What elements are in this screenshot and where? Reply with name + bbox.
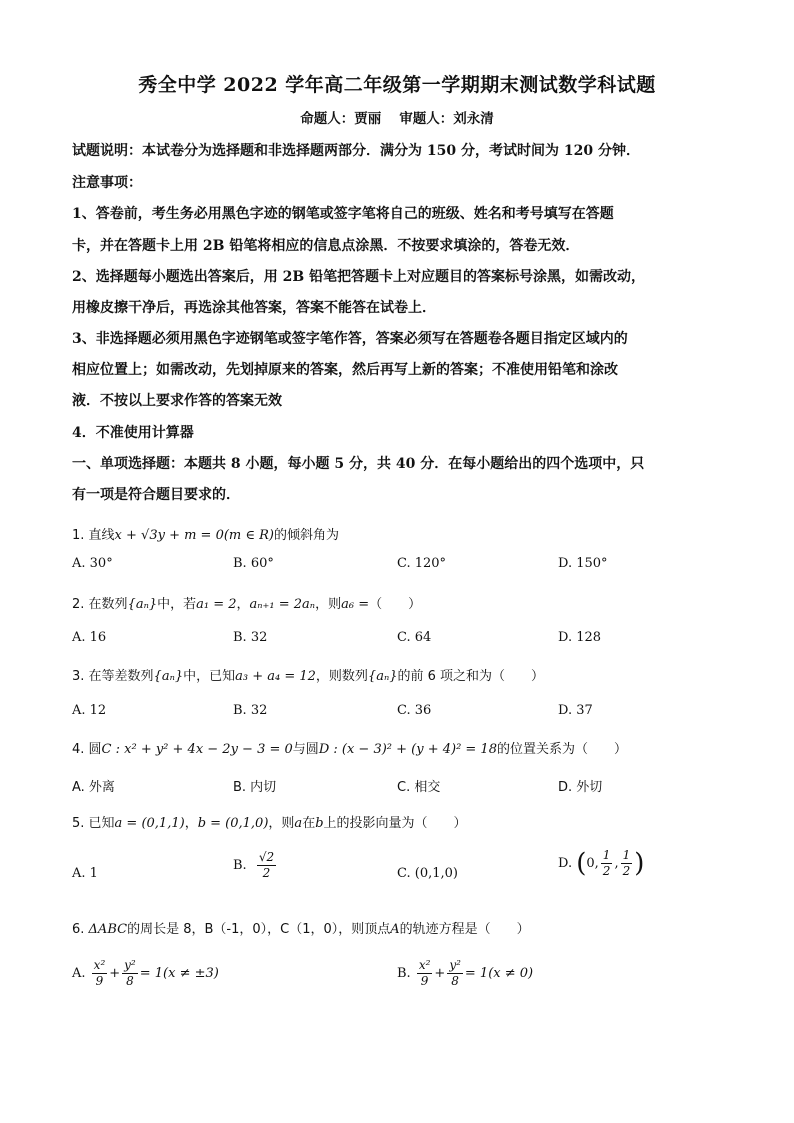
q4-option-d: D. 外切	[558, 780, 603, 795]
section-1-heading-line-1: 一、单项选择题：本题共 8 小题，每小题 5 分，共 40 分．在每小题给出的四个选项中，只	[72, 456, 645, 472]
notice-item-2-line-1: 2、选择题每小题选出答案后，用 2B 铅笔把答题卡上对应题目的答案标号涂黑，如需改动，	[72, 269, 646, 285]
q2-option-b: B. 32	[233, 630, 268, 645]
question-4-stem: 4. 圆C : x² + y² + 4x − 2y − 3 = 0与圆D : (x − 3)² + (y + 4)² = 18的位置关系为（ ）	[72, 742, 627, 757]
q1-option-b: B. 60°	[233, 556, 274, 571]
q5-option-b: B. $\frac{√2}{2}$	[233, 850, 275, 880]
author-setter: 命题人：贾丽	[300, 111, 382, 127]
q6-option-a: A. $\frac{\text{x²}}{9}$ + $\frac{\text{y²}}{8}$ = 1(x ≠ ±3)	[72, 958, 219, 988]
q5-option-c: C. (0,1,0)	[397, 866, 458, 881]
instruction-description: 试题说明：本试卷分为选择题和非选择题两部分．满分为 150 分，考试时间为 120 分钟．	[72, 143, 640, 159]
question-1-stem: 1. 直线x + √3y + m = 0(m ∈ R)的倾斜角为	[72, 528, 340, 543]
q2-option-a: A. 16	[72, 630, 107, 645]
notice-item-3-line-1: 3、非选择题必须用黑色字迹钢笔或签字笔作答，答案必须写在答题卷各题目指定区域内的	[72, 331, 628, 347]
question-3-stem: 3. 在等差数列{aₙ}中，已知a₃ + a₄ = 12，则数列{aₙ}的前 6 项之和为（ ）	[72, 669, 545, 684]
q4-option-a: A. 外离	[72, 780, 115, 795]
q2-option-d: D. 128	[558, 630, 602, 645]
question-2-stem: 2. 在数列{aₙ}中，若a₁ = 2，aₙ₊₁ = 2aₙ，则a₆ =（ ）	[72, 597, 422, 612]
q3-option-d: D. 37	[558, 703, 593, 718]
q5-option-a: A. 1	[72, 866, 98, 881]
vector-b: b = (0,1,0)	[197, 816, 269, 831]
vector-a: a = (0,1,1)	[114, 816, 185, 831]
q5-option-d: D. (0, $\frac{1}{2}$ , $\frac{1}{2}$ )	[558, 848, 645, 879]
notice-item-2-line-2: 用橡皮擦干净后，再选涂其他答案，答案不能答在试卷上．	[72, 300, 436, 316]
section-1-heading-line-2: 有一项是符合题目要求的．	[72, 487, 240, 503]
q1-line-equation: x + √3y + m = 0(m ∈ R)	[114, 528, 274, 543]
notice-item-3-line-3: 液．不按以上要求作答的答案无效	[72, 393, 282, 409]
notice-item-1-line-1: 1、答卷前，考生务必用黑色字迹的钢笔或签字笔将自己的班级、姓名和考号填写在答题	[72, 206, 614, 222]
q1-option-c: C. 120°	[397, 556, 447, 571]
q1-option-a: A. 30°	[72, 556, 113, 571]
exam-title: 秀全中学 2022 学年高二年级第一学期期末测试数学科试题	[138, 74, 656, 96]
q4-option-c: C. 相交	[397, 780, 441, 795]
question-5-stem: 5. 已知a = (0,1,1)，b = (0,1,0)，则a在b上的投影向量为（ ）	[72, 816, 467, 831]
q4-option-b: B. 内切	[233, 780, 277, 795]
q6-option-b: B. $\frac{\text{x²}}{9}$ + $\frac{\text{y²}}{8}$ = 1(x ≠ 0)	[397, 958, 534, 988]
q3-option-a: A. 12	[72, 703, 107, 718]
q2-option-c: C. 64	[397, 630, 432, 645]
author-reviewer: 审题人：刘永清	[399, 111, 494, 127]
notice-item-4: 4．不准使用计算器	[72, 425, 194, 441]
q3-option-b: B. 32	[233, 703, 268, 718]
authors-line	[0, 107, 794, 127]
notice-item-3-line-2: 相应位置上；如需改动，先划掉原来的答案，然后再写上新的答案；不准使用铅笔和涂改	[72, 362, 618, 378]
circle-d-equation: D : (x − 3)² + (y + 4)² = 18	[318, 742, 497, 757]
q5-option-b-fraction: $\frac{√2}{2}$	[258, 850, 275, 880]
circle-c-equation: C : x² + y² + 4x − 2y − 3 = 0	[101, 742, 293, 757]
notice-item-1-line-2: 卡，并在答题卡上用 2B 铅笔将相应的信息点涂黑．不按要求填涂的，答卷无效．	[72, 238, 580, 254]
q3-option-c: C. 36	[397, 703, 432, 718]
question-6-stem: 6. ΔABC的周长是 8，B（-1，0），C（1，0），则顶点A的轨迹方程是（ ）	[72, 922, 530, 937]
q1-option-d: D. 150°	[558, 556, 608, 571]
notice-heading: 注意事项：	[72, 175, 142, 191]
